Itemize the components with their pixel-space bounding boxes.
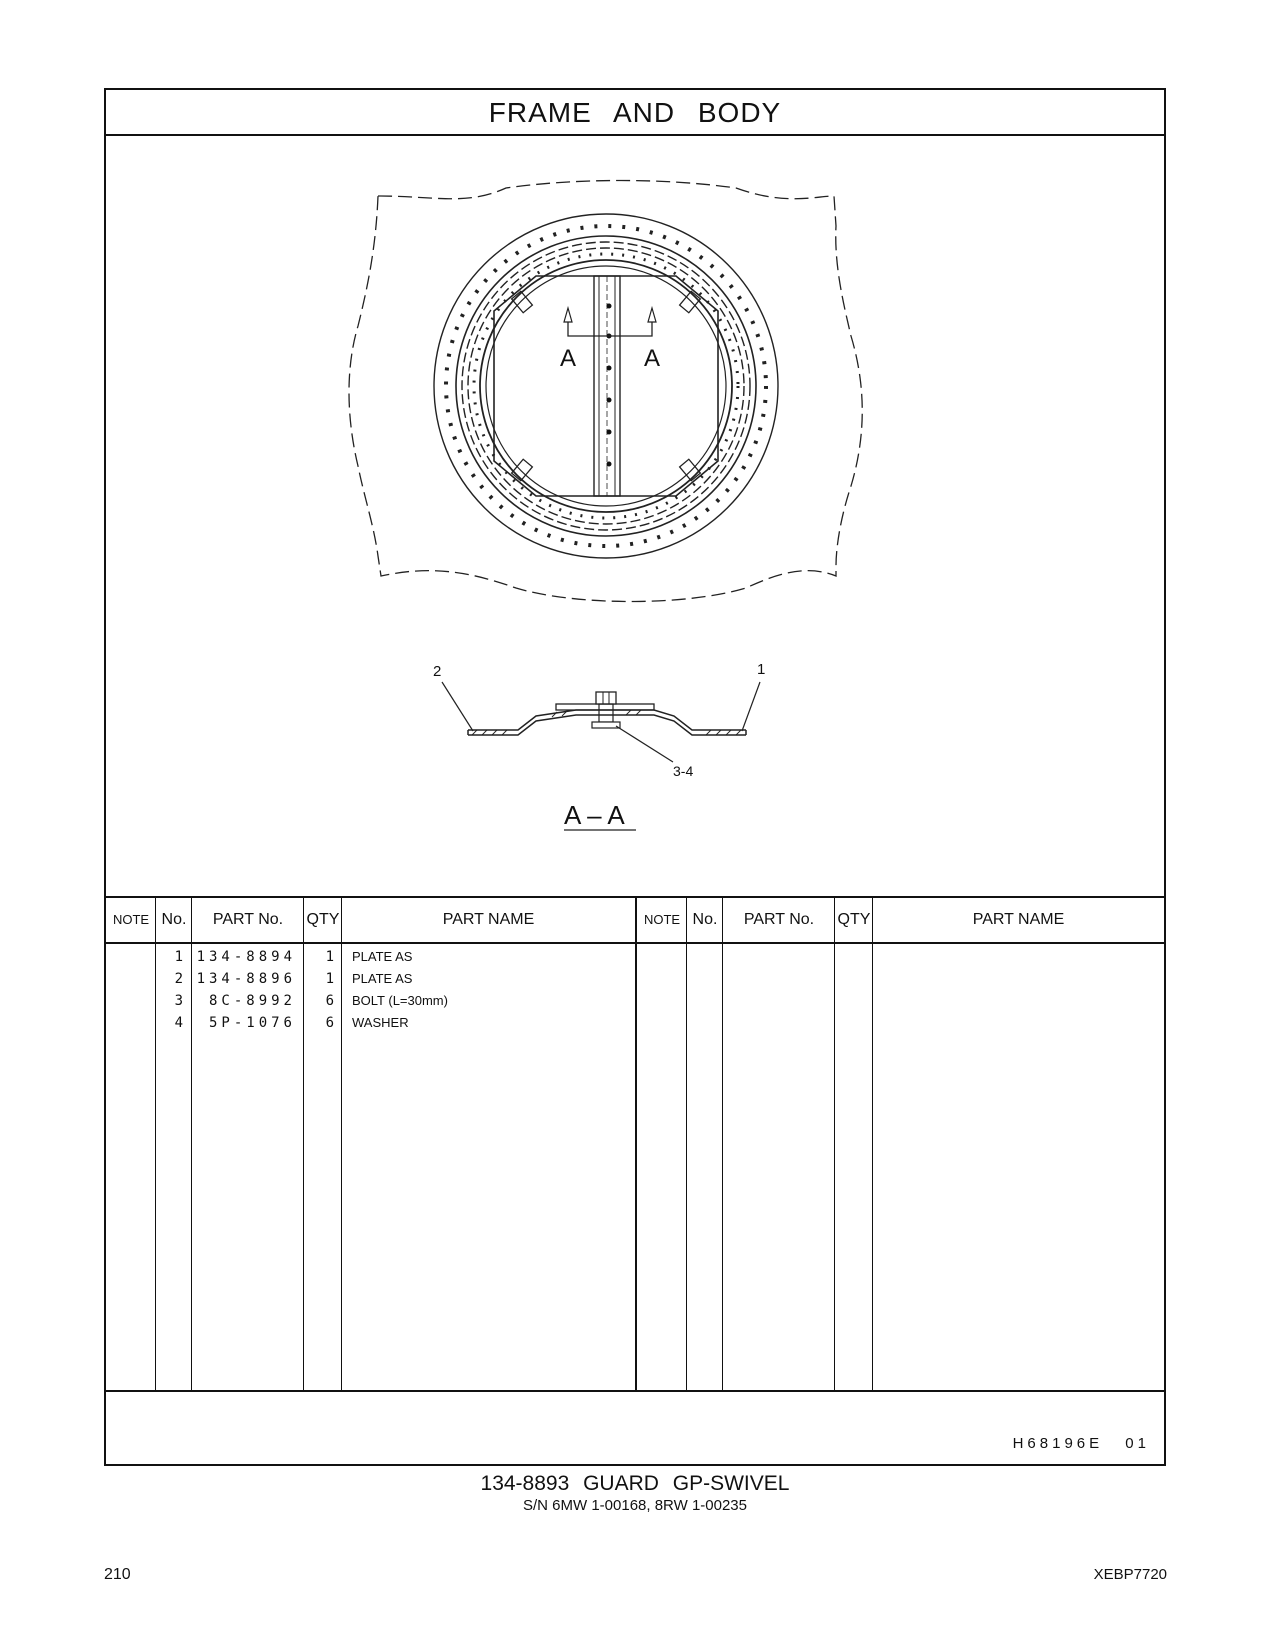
guard-assembly-drawing — [106, 136, 1164, 896]
inner-ring-2 — [486, 266, 726, 506]
callout-3-4: 3-4 — [673, 763, 694, 779]
row-part-no: 5P-1076 — [208, 1015, 296, 1031]
frame-outline — [349, 181, 862, 602]
row-part-name: BOLT (L=30mm) — [352, 993, 448, 1008]
ring-dashed-1 — [462, 242, 750, 530]
row-part-name: WASHER — [352, 1015, 409, 1030]
header-part-name: PART NAME — [972, 911, 1065, 928]
drawing-reference-code: H68196E 01 — [1012, 1435, 1150, 1452]
header-note: NOTE — [643, 912, 681, 927]
page-number: 210 — [104, 1566, 131, 1583]
callout-2: 2 — [433, 663, 442, 680]
ring-dashed-2 — [468, 248, 744, 524]
bolt — [596, 692, 616, 704]
row-part-no: 8C-8992 — [208, 993, 296, 1009]
page-frame — [104, 88, 1166, 1466]
header-part-no: PART No. — [743, 911, 815, 928]
row-qty: 1 — [325, 971, 334, 987]
section-label-a-left: A — [560, 345, 577, 372]
table-row — [106, 990, 635, 1012]
table-row — [106, 1012, 635, 1034]
row-no: 3 — [174, 993, 183, 1009]
parts-table-right — [637, 898, 1164, 1390]
header-no: No. — [161, 911, 187, 928]
inner-ring — [480, 260, 732, 512]
serial-number-range: S/N 6MW 1-00168, 8RW 1-00235 — [523, 1497, 747, 1514]
row-part-name: PLATE AS — [352, 971, 413, 986]
row-no: 1 — [174, 949, 183, 965]
header-note: NOTE — [112, 912, 150, 927]
row-qty: 6 — [325, 1015, 334, 1031]
row-qty: 6 — [325, 993, 334, 1009]
parts-table — [106, 896, 1164, 1392]
section-label-a-right: A — [644, 345, 661, 372]
ring-edge — [456, 236, 756, 536]
row-part-no: 134-8894 — [196, 949, 296, 965]
header-qty: QTY — [837, 911, 871, 928]
section-title: A – A — [564, 800, 625, 830]
header-qty: QTY — [306, 911, 340, 928]
table-row — [106, 946, 635, 968]
section-arrow-left — [568, 313, 652, 336]
page-title: FRAME AND BODY — [106, 90, 1164, 136]
washer — [592, 722, 620, 728]
row-part-name: PLATE AS — [352, 949, 413, 964]
bolt-circle-inner — [474, 254, 738, 518]
table-header-right — [637, 898, 1164, 944]
callout-1: 1 — [757, 661, 766, 678]
table-header-left — [106, 898, 635, 944]
header-part-name: PART NAME — [442, 911, 535, 928]
row-qty: 1 — [325, 949, 334, 965]
parts-drawing — [106, 136, 1164, 896]
table-row — [106, 968, 635, 990]
document-number: XEBP7720 — [1093, 1566, 1167, 1583]
parts-table-left — [106, 898, 637, 1390]
header-part-no: PART No. — [212, 911, 284, 928]
row-no: 4 — [174, 1015, 183, 1031]
row-part-no: 134-8896 — [196, 971, 296, 987]
section-view — [433, 661, 765, 830]
row-no: 2 — [174, 971, 183, 987]
header-no: No. — [692, 911, 718, 928]
group-caption: 134-8893 GUARD GP-SWIVEL — [480, 1472, 790, 1495]
